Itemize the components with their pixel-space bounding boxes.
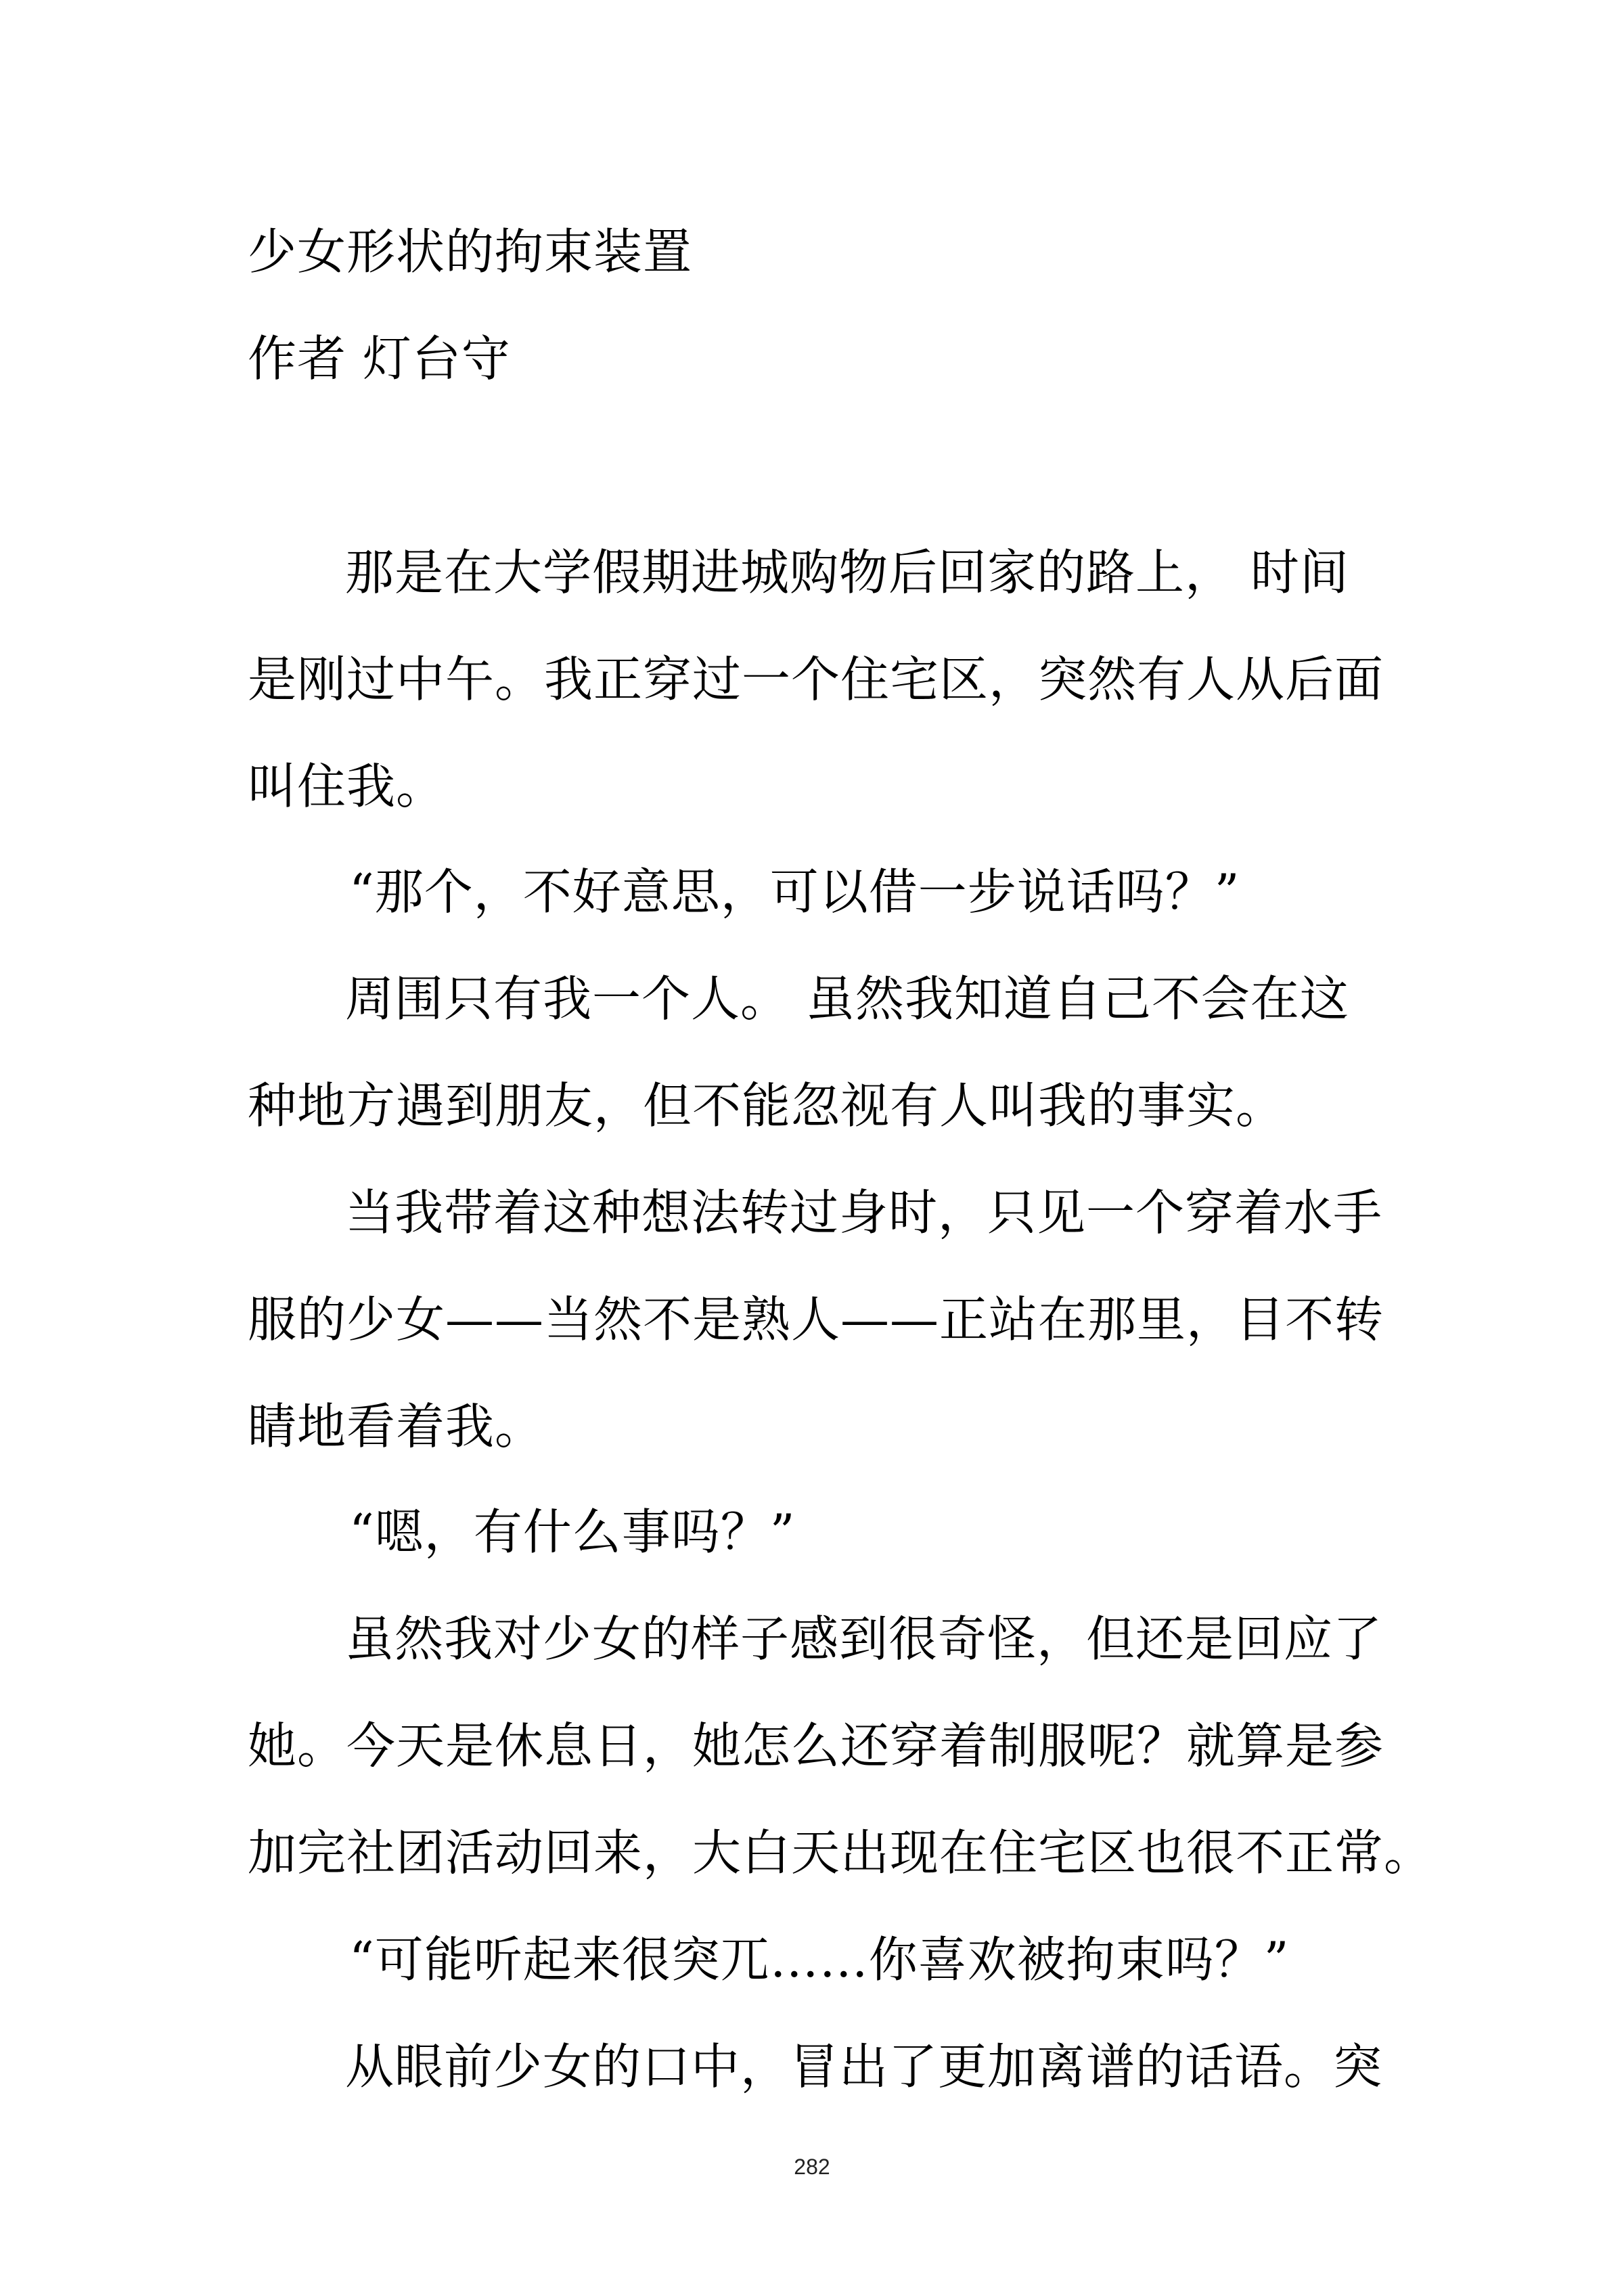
body-line-14: “可能听起来很突兀……你喜欢被拘束吗？”	[349, 1931, 1290, 1988]
body-line-2: 是刚过中午。我正穿过一个住宅区，突然有人从后面	[248, 651, 1384, 708]
body-line-15: 从眼前少女的口中，冒出了更加离谱的话语。突	[345, 2038, 1383, 2095]
body-line-3: 叫住我。	[248, 758, 446, 815]
body-line-9: 睛地看着我。	[248, 1398, 545, 1455]
body-line-8: 服的少女——当然不是熟人——正站在那里，目不转	[248, 1291, 1384, 1348]
body-line-11: 虽然我对少女的样子感到很奇怪，但还是回应了	[345, 1611, 1383, 1667]
page-number: 282	[794, 2155, 830, 2179]
body-line-4: “那个，不好意思，可以借一步说话吗？”	[349, 863, 1240, 920]
body-line-1: 那是在大学假期进城购物后回家的路上， 时间	[345, 544, 1349, 601]
body-line-10: “嗯，有什么事吗？”	[349, 1504, 796, 1560]
body-line-7: 当我带着这种想法转过身时，只见一个穿着水手	[345, 1184, 1383, 1241]
body-line-6: 种地方遇到朋友，但不能忽视有人叫我的事实。	[248, 1077, 1286, 1134]
body-line-12: 她。今天是休息日，她怎么还穿着制服呢？就算是参	[248, 1717, 1384, 1774]
body-line-5: 周围只有我一个人。 虽然我知道自己不会在这	[345, 970, 1349, 1027]
body-line-13: 加完社团活动回来，大白天出现在住宅区也很不正常。	[248, 1824, 1434, 1881]
author-line: 作者 灯台守	[248, 330, 511, 387]
document-title: 少女形状的拘束装置	[248, 223, 693, 280]
